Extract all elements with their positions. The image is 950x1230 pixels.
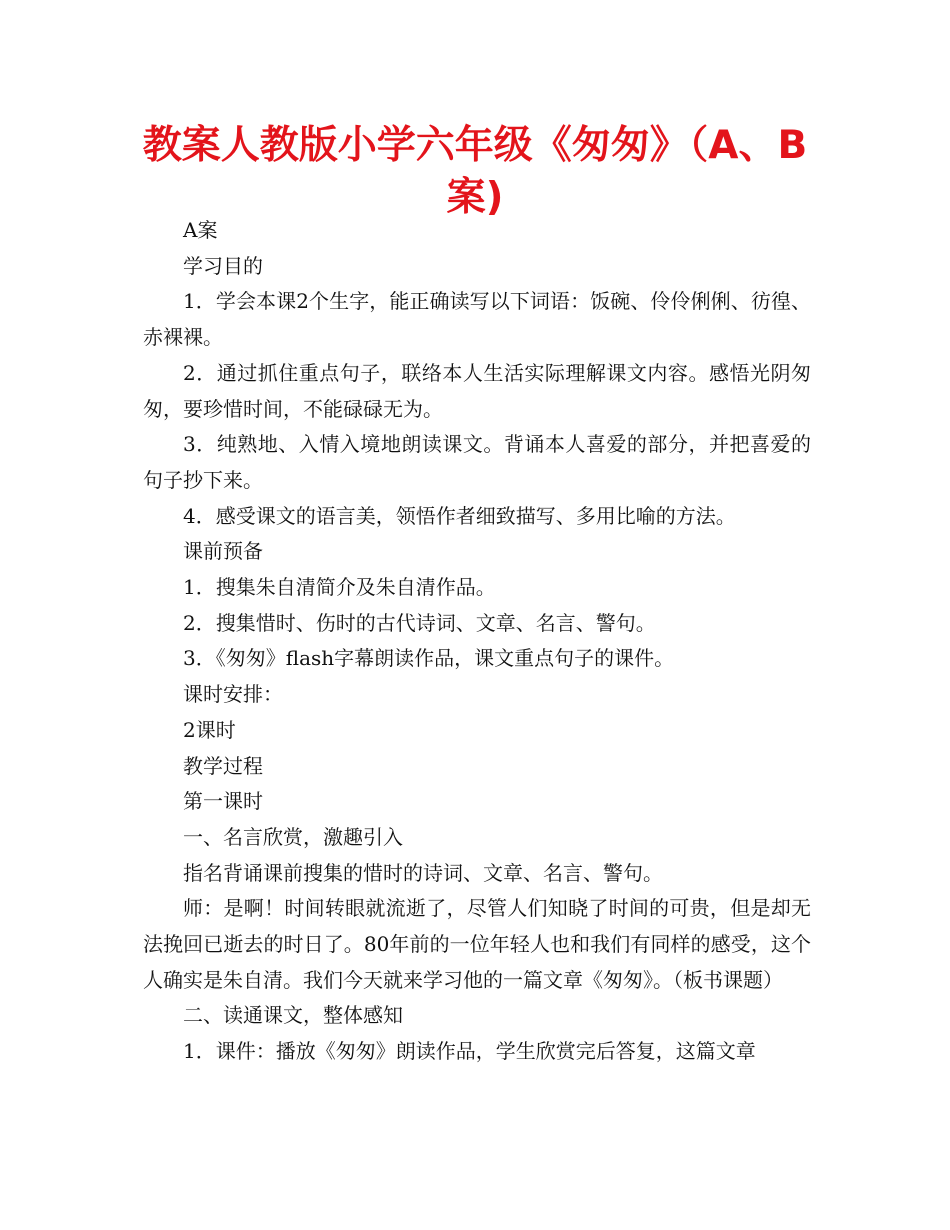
goal-item-4: 4．感受课文的语言美，领悟作者细致描写、多用比喻的方法。: [183, 503, 736, 528]
prep-item-2: 2．搜集惜时、伤时的古代诗词、文章、名言、警句。: [183, 610, 656, 635]
heading-preparation: 课前预备: [183, 539, 263, 564]
heading-learning-goals: 学习目的: [183, 253, 263, 278]
goal-item-1: 1．学会本课2个生字，能正确读写以下词语：饭碗、伶伶俐俐、彷徨、赤裸裸。: [143, 289, 811, 350]
schedule-value: 2课时: [183, 717, 236, 742]
goal-item-3: 3．纯熟地、入情入境地朗读课文。背诵本人喜爱的部分，并把喜爱的句子抄下来。: [143, 432, 811, 492]
document-title: 教案人教版小学六年级《匆匆》（A、B案): [142, 123, 808, 220]
section-2-item-1: 1．课件：播放《匆匆》朗读作品，学生欣赏完后答复，这篇文章: [183, 1039, 756, 1064]
heading-teaching-process: 教学过程: [183, 753, 263, 778]
document-body: [143, 213, 811, 1070]
heading-first-lesson: 第一课时: [183, 789, 263, 814]
section-1-text: 指名背诵课前搜集的惜时的诗词、文章、名言、警句。: [183, 860, 663, 885]
goal-item-2: 2．通过抓住重点句子，联络本人生活实际理解课文内容。感悟光阴匆匆，要珍惜时间，不能碌碌无为。: [143, 360, 811, 421]
teacher-remark: 师：是啊！时间转眼就流逝了，尽管人们知晓了时间的可贵，但是却无法挽回已逝去的时日了。80年前的一位年轻人也和我们有同样的感受，这个人确实是朱自清。我们今天就来学习他的一篇文章《匆匆》。（板书课题）: [143, 896, 811, 992]
heading-schedule: 课时安排：: [183, 682, 283, 707]
prep-item-3: 3．《匆匆》flash字幕朗读作品，课文重点句子的课件。: [183, 646, 675, 671]
section-1-heading: 一、名言欣赏，激趣引入: [183, 824, 403, 849]
paragraph-a-plan: A案: [183, 218, 218, 242]
prep-item-1: 1．搜集朱自清简介及朱自清作品。: [183, 575, 496, 600]
section-2-heading: 二、读通课文，整体感知: [183, 1003, 403, 1028]
